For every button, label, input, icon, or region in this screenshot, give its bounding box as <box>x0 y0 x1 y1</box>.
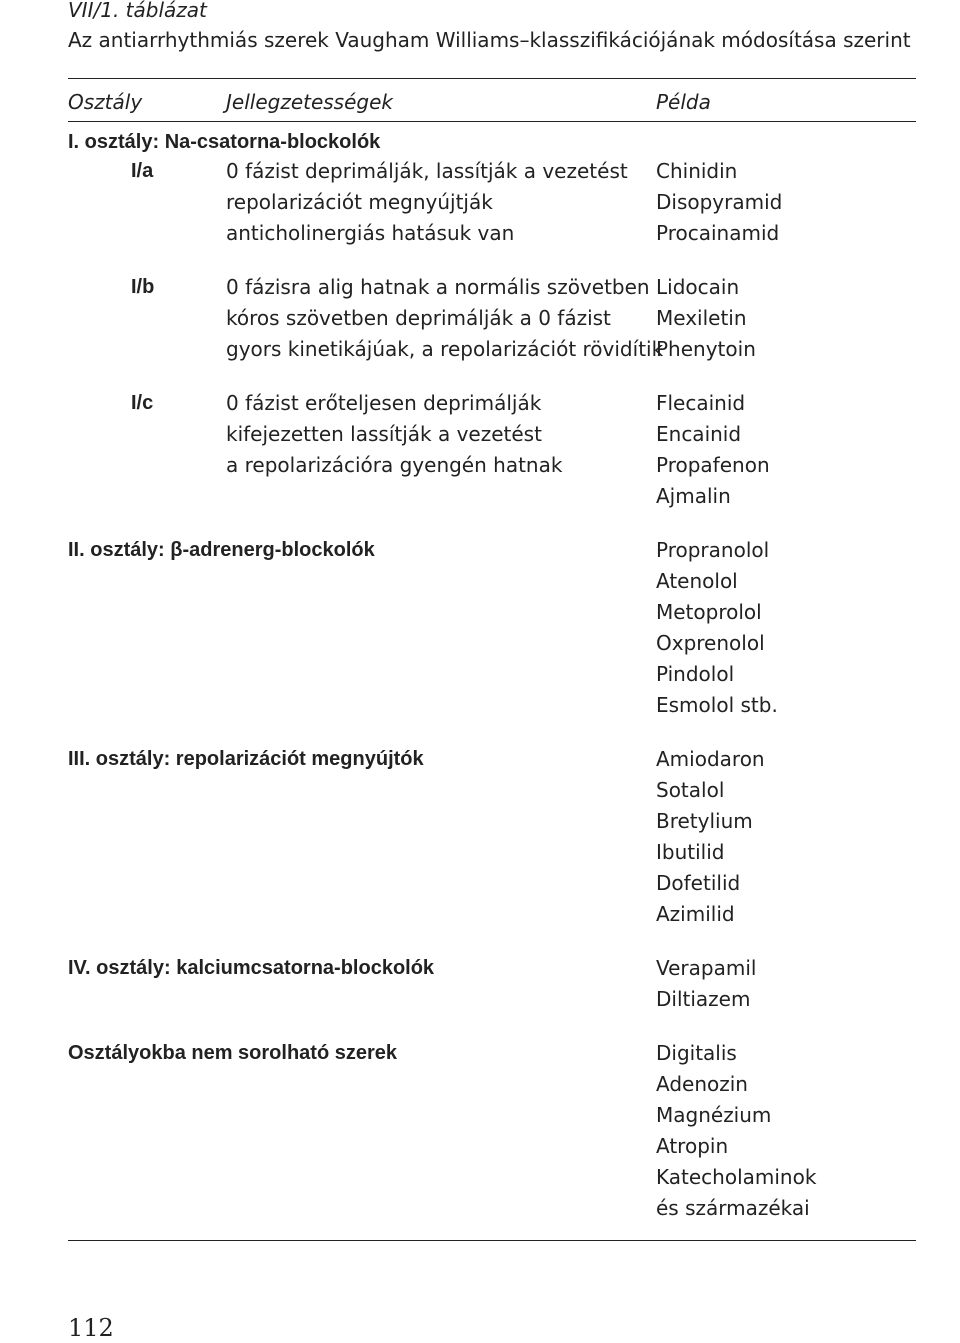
header-rule <box>68 121 916 122</box>
top-rule <box>68 78 916 79</box>
example-drug: Oxprenolol <box>656 631 765 655</box>
page-number: 112 <box>68 1314 114 1342</box>
example-drug: Digitalis <box>656 1041 737 1065</box>
feature-text: repolarizációt megnyújtják <box>226 190 493 214</box>
example-drug: Verapamil <box>656 956 757 980</box>
class-title: I. osztály: Na-csatorna-blockolók <box>68 131 381 153</box>
subgroup-label: I/a <box>131 160 154 182</box>
feature-text: 0 fázist erőteljesen deprimálják <box>226 391 542 415</box>
feature-text: kóros szövetben deprimálják a 0 fázist <box>226 306 611 330</box>
example-drug: Propranolol <box>656 538 770 562</box>
example-drug: Diltiazem <box>656 987 751 1011</box>
example-drug: Ajmalin <box>656 484 731 508</box>
example-drug: Flecainid <box>656 391 746 415</box>
example-drug: Metoprolol <box>656 600 762 624</box>
feature-text: gyors kinetikájúak, a repolarizációt rövidítik <box>226 337 664 361</box>
example-drug: Encainid <box>656 422 742 446</box>
example-drug: Azimilid <box>656 902 735 926</box>
class-title: II. osztály: β-adrenerg-blockolók <box>68 539 375 561</box>
example-drug: Atenolol <box>656 569 738 593</box>
bottom-rule <box>68 1240 916 1241</box>
class-title: Osztályokba nem sorolható szerek <box>68 1042 398 1064</box>
table-label: VII/1. táblázat <box>68 0 207 22</box>
example-drug: és származékai <box>656 1196 810 1220</box>
example-drug: Amiodaron <box>656 747 765 771</box>
example-drug: Bretylium <box>656 809 753 833</box>
example-drug: Lidocain <box>656 275 740 299</box>
example-drug: Magnézium <box>656 1103 772 1127</box>
example-drug: Esmolol stb. <box>656 693 778 717</box>
example-drug: Ibutilid <box>656 840 725 864</box>
class-title: IV. osztály: kalciumcsatorna-blockolók <box>68 957 435 979</box>
example-drug: Chinidin <box>656 159 738 183</box>
example-drug: Procainamid <box>656 221 780 245</box>
feature-text: anticholinergiás hatásuk van <box>226 221 515 245</box>
table-title: Az antiarrhythmiás szerek Vaugham Williams–klasszifikációjának módosítása szerint <box>68 28 911 52</box>
example-drug: Pindolol <box>656 662 735 686</box>
feature-text: 0 fázist deprimálják, lassítják a vezetést <box>226 159 628 183</box>
header-example: Példa <box>656 90 711 114</box>
example-drug: Sotalol <box>656 778 725 802</box>
example-drug: Disopyramid <box>656 190 783 214</box>
feature-text: kifejezetten lassítják a vezetést <box>226 422 542 446</box>
header-features: Jellegzetességek <box>226 90 393 114</box>
subgroup-label: I/b <box>131 276 155 298</box>
example-drug: Adenozin <box>656 1072 748 1096</box>
example-drug: Katecholaminok <box>656 1165 817 1189</box>
example-drug: Propafenon <box>656 453 770 477</box>
example-drug: Atropin <box>656 1134 729 1158</box>
header-class: Osztály <box>68 90 143 114</box>
feature-text: a repolarizációra gyengén hatnak <box>226 453 563 477</box>
class-title: III. osztály: repolarizációt megnyújtók <box>68 748 424 770</box>
example-drug: Phenytoin <box>656 337 756 361</box>
feature-text: 0 fázisra alig hatnak a normális szövetben <box>226 275 650 299</box>
example-drug: Dofetilid <box>656 871 741 895</box>
subgroup-label: I/c <box>131 392 154 414</box>
example-drug: Mexiletin <box>656 306 747 330</box>
